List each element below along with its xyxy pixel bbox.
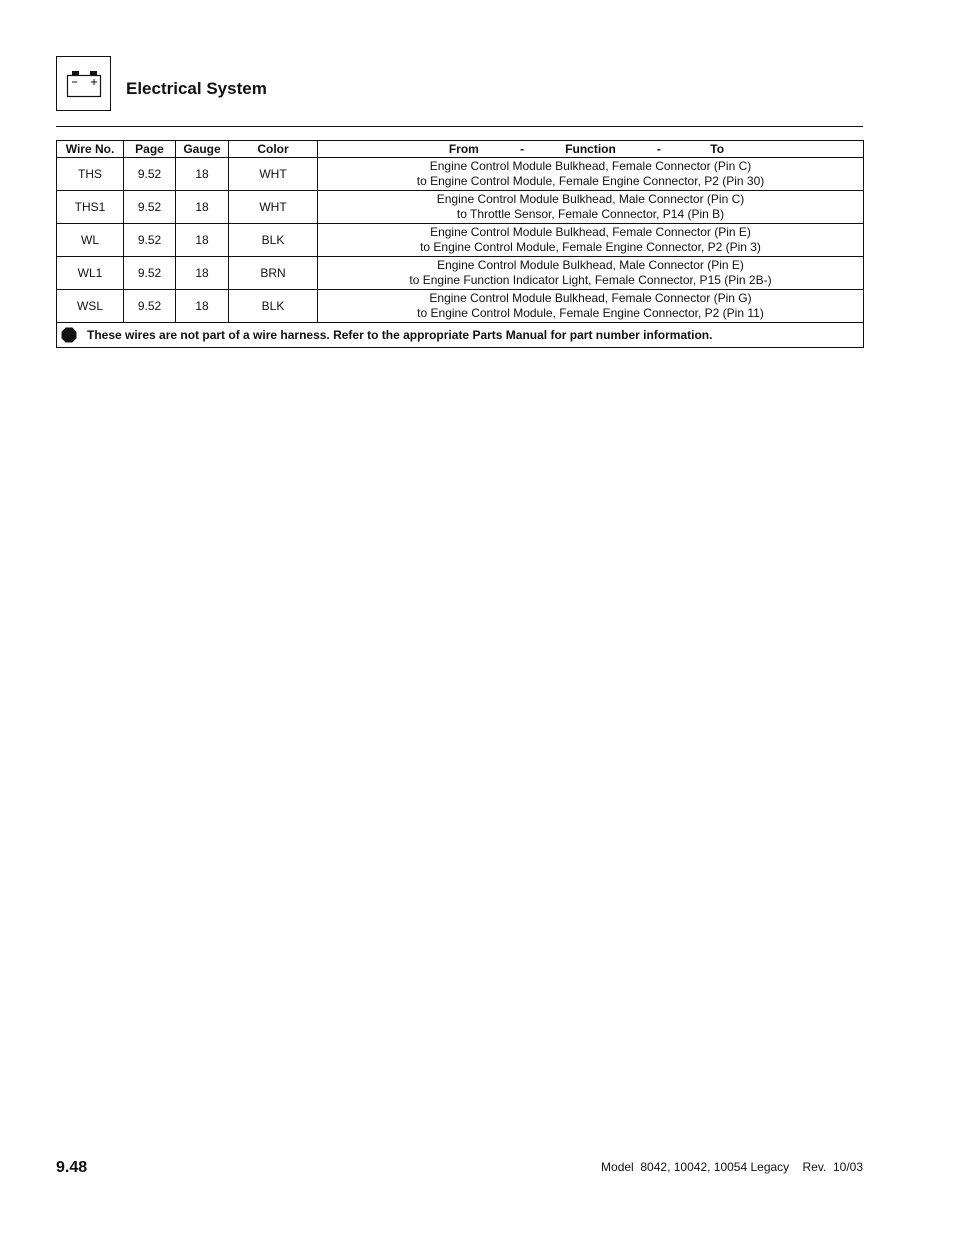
- table-row: [57, 290, 864, 323]
- col-function: Function: [565, 141, 616, 156]
- col-dash-2: -: [656, 141, 661, 156]
- cell-color: BLK: [229, 290, 318, 323]
- col-color: Color: [229, 141, 318, 158]
- col-to: To: [710, 141, 725, 156]
- cell-gauge: 18: [176, 224, 229, 257]
- table-note-cell: [57, 323, 864, 348]
- to-line: to Engine Control Module, Female Engine Connector, P2 (Pin 3): [420, 240, 761, 254]
- wire-table: [56, 140, 864, 348]
- header-rule: [56, 126, 863, 127]
- col-gauge: Gauge: [176, 141, 229, 158]
- cell-gauge: 18: [176, 290, 229, 323]
- cell-function: [318, 191, 864, 224]
- cell-function: [318, 290, 864, 323]
- table-row: [57, 158, 864, 191]
- to-line: to Engine Control Module, Female Engine Connector, P2 (Pin 11): [417, 306, 764, 320]
- col-page: Page: [124, 141, 176, 158]
- to-line: to Engine Control Module, Female Engine Connector, P2 (Pin 30): [416, 174, 765, 188]
- cell-wire-no: THS: [57, 158, 124, 191]
- page-number: 9.48: [56, 1159, 88, 1176]
- table-note-row: [57, 323, 864, 348]
- table-row: [57, 257, 864, 290]
- cell-color: WHT: [229, 158, 318, 191]
- cell-color: BLK: [229, 224, 318, 257]
- cell-page: 9.52: [124, 224, 176, 257]
- cell-wire-no: WSL: [57, 290, 124, 323]
- section-title: Electrical System: [126, 79, 267, 98]
- cell-gauge: 18: [176, 158, 229, 191]
- from-line: Engine Control Module Bulkhead, Female Connector (Pin C): [429, 159, 752, 173]
- from-line: Engine Control Module Bulkhead, Male Connector (Pin C): [436, 192, 745, 206]
- col-dash-1: -: [520, 141, 525, 156]
- cell-page: 9.52: [124, 191, 176, 224]
- footer-model-revision: Model 8042, 10042, 10054 Legacy Rev. 10/03: [601, 1160, 863, 1174]
- section-icon-box: [56, 56, 111, 111]
- table-row: [57, 224, 864, 257]
- col-from-function-to: [318, 141, 864, 158]
- table-header-row: [57, 141, 864, 158]
- cell-gauge: 18: [176, 191, 229, 224]
- to-line: to Engine Function Indicator Light, Female Connector, P15 (Pin 2B-): [409, 273, 772, 287]
- col-wire-no: Wire No.: [57, 141, 124, 158]
- from-line: Engine Control Module Bulkhead, Female Connector (Pin E): [430, 225, 751, 239]
- to-line: to Throttle Sensor, Female Connector, P14 (Pin B): [456, 207, 725, 221]
- hexagon-icon: [61, 327, 77, 343]
- battery-icon: [66, 70, 102, 98]
- cell-gauge: 18: [176, 257, 229, 290]
- col-from: From: [448, 141, 479, 156]
- cell-wire-no: WL1: [57, 257, 124, 290]
- cell-function: [318, 224, 864, 257]
- cell-page: 9.52: [124, 290, 176, 323]
- cell-color: BRN: [229, 257, 318, 290]
- cell-function: [318, 158, 864, 191]
- table-row: [57, 191, 864, 224]
- from-line: Engine Control Module Bulkhead, Female Connector (Pin G): [429, 291, 752, 305]
- cell-wire-no: THS1: [57, 191, 124, 224]
- cell-color: WHT: [229, 191, 318, 224]
- cell-wire-no: WL: [57, 224, 124, 257]
- cell-page: 9.52: [124, 257, 176, 290]
- cell-function: [318, 257, 864, 290]
- cell-page: 9.52: [124, 158, 176, 191]
- from-line: Engine Control Module Bulkhead, Male Connector (Pin E): [437, 258, 744, 272]
- table-note-text: These wires are not part of a wire harness. Refer to the appropriate Parts Manual for part number information.: [87, 327, 713, 342]
